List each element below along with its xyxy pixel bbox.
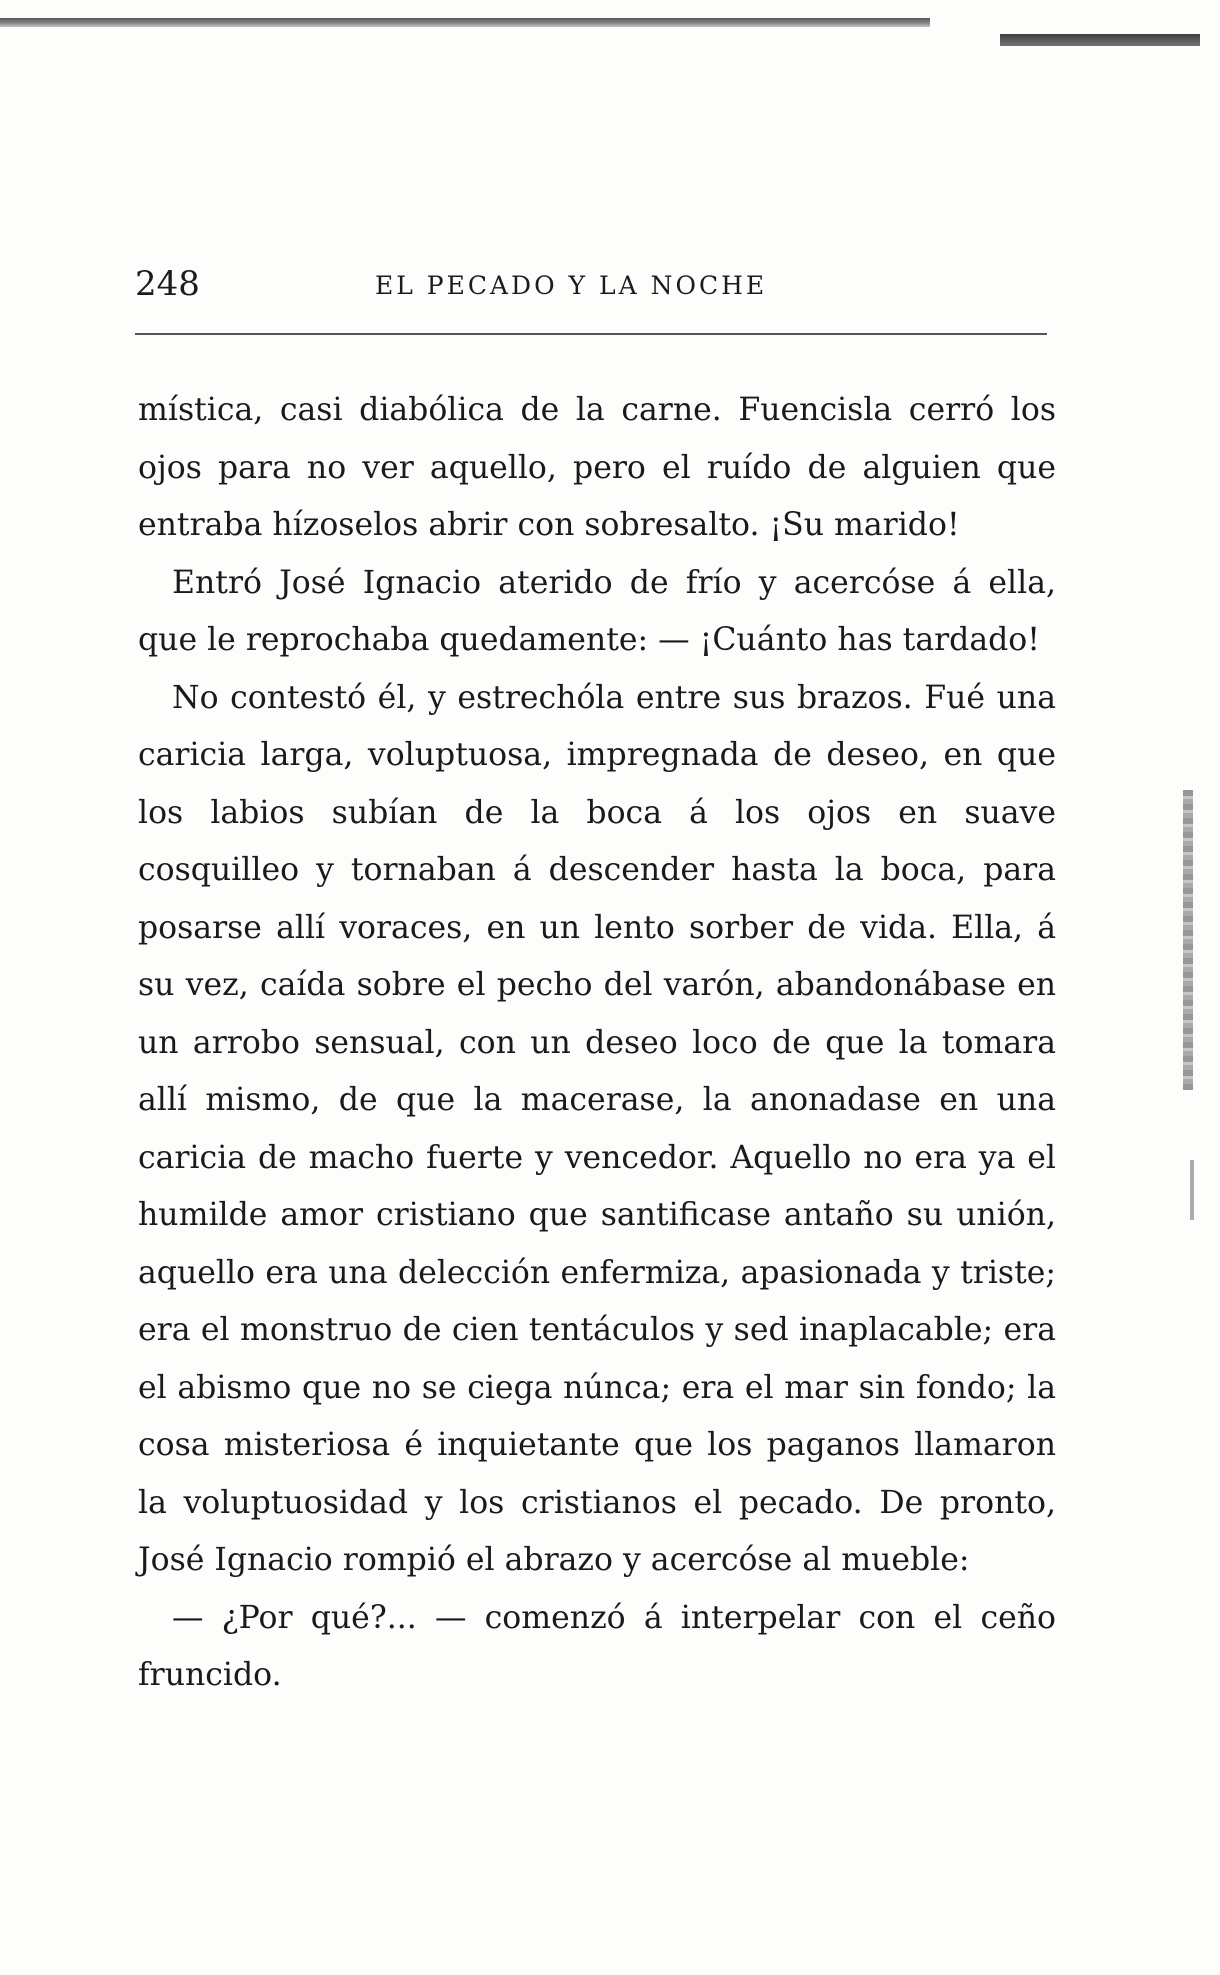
scan-edge-shadow (0, 18, 930, 27)
paragraph-1: mística, casi diabólica de la carne. Fuencisla cerró los ojos para no ver aquello, pero el ruído de alguien que entraba hízoselos abrir con sobresalto. ¡Su marido! (138, 392, 1056, 543)
scan-edge-shadow-right (1000, 34, 1200, 46)
paragraph-2: Entró José Ignacio aterido de frío y acercóse á ella, que le reprochaba quedamente: — ¡Cuánto has tardado! (138, 564, 1056, 658)
page-number: 248 (135, 264, 200, 304)
header-divider (135, 333, 1047, 335)
scan-margin-mark (1190, 1160, 1194, 1220)
body-text (138, 382, 1056, 1705)
scan-margin-speckle (1183, 790, 1193, 1090)
page-header (135, 262, 1050, 310)
paragraph-4: — ¿Por qué?... — comenzó á interpelar con el ceño fruncido. (138, 1599, 1056, 1693)
running-head: EL PECADO Y LA NOCHE (375, 271, 768, 300)
paragraph-3: No contestó él, y estrechóla entre sus brazos. Fué una caricia larga, voluptuosa, impregnada de deseo, en que los labios subían de la boca á los ojos en suave cosquilleo y tornaban á descender hasta la boca, para posarse allí voraces, en un lento sorber de vida. Ella, á su vez, caída sobre el pecho del varón, abandonábase en un arrobo sensual, con un deseo loco de que la tomara allí mismo, de que la macerase, la anonadase en una caricia de macho fuerte y vencedor. Aquello no era ya el humilde amor cristiano que santificase antaño su unión, aquello era una delección enfermiza, apasionada y triste; era el monstruo de cien tentáculos y sed inaplacable; era el abismo que no se ciega núnca; era el mar sin fondo; la cosa misteriosa é inquietante que los paganos llamaron la voluptuosidad y los cristianos el pecado. De pronto, José Ignacio rompió el abrazo y acercóse al mueble: (138, 679, 1056, 1578)
